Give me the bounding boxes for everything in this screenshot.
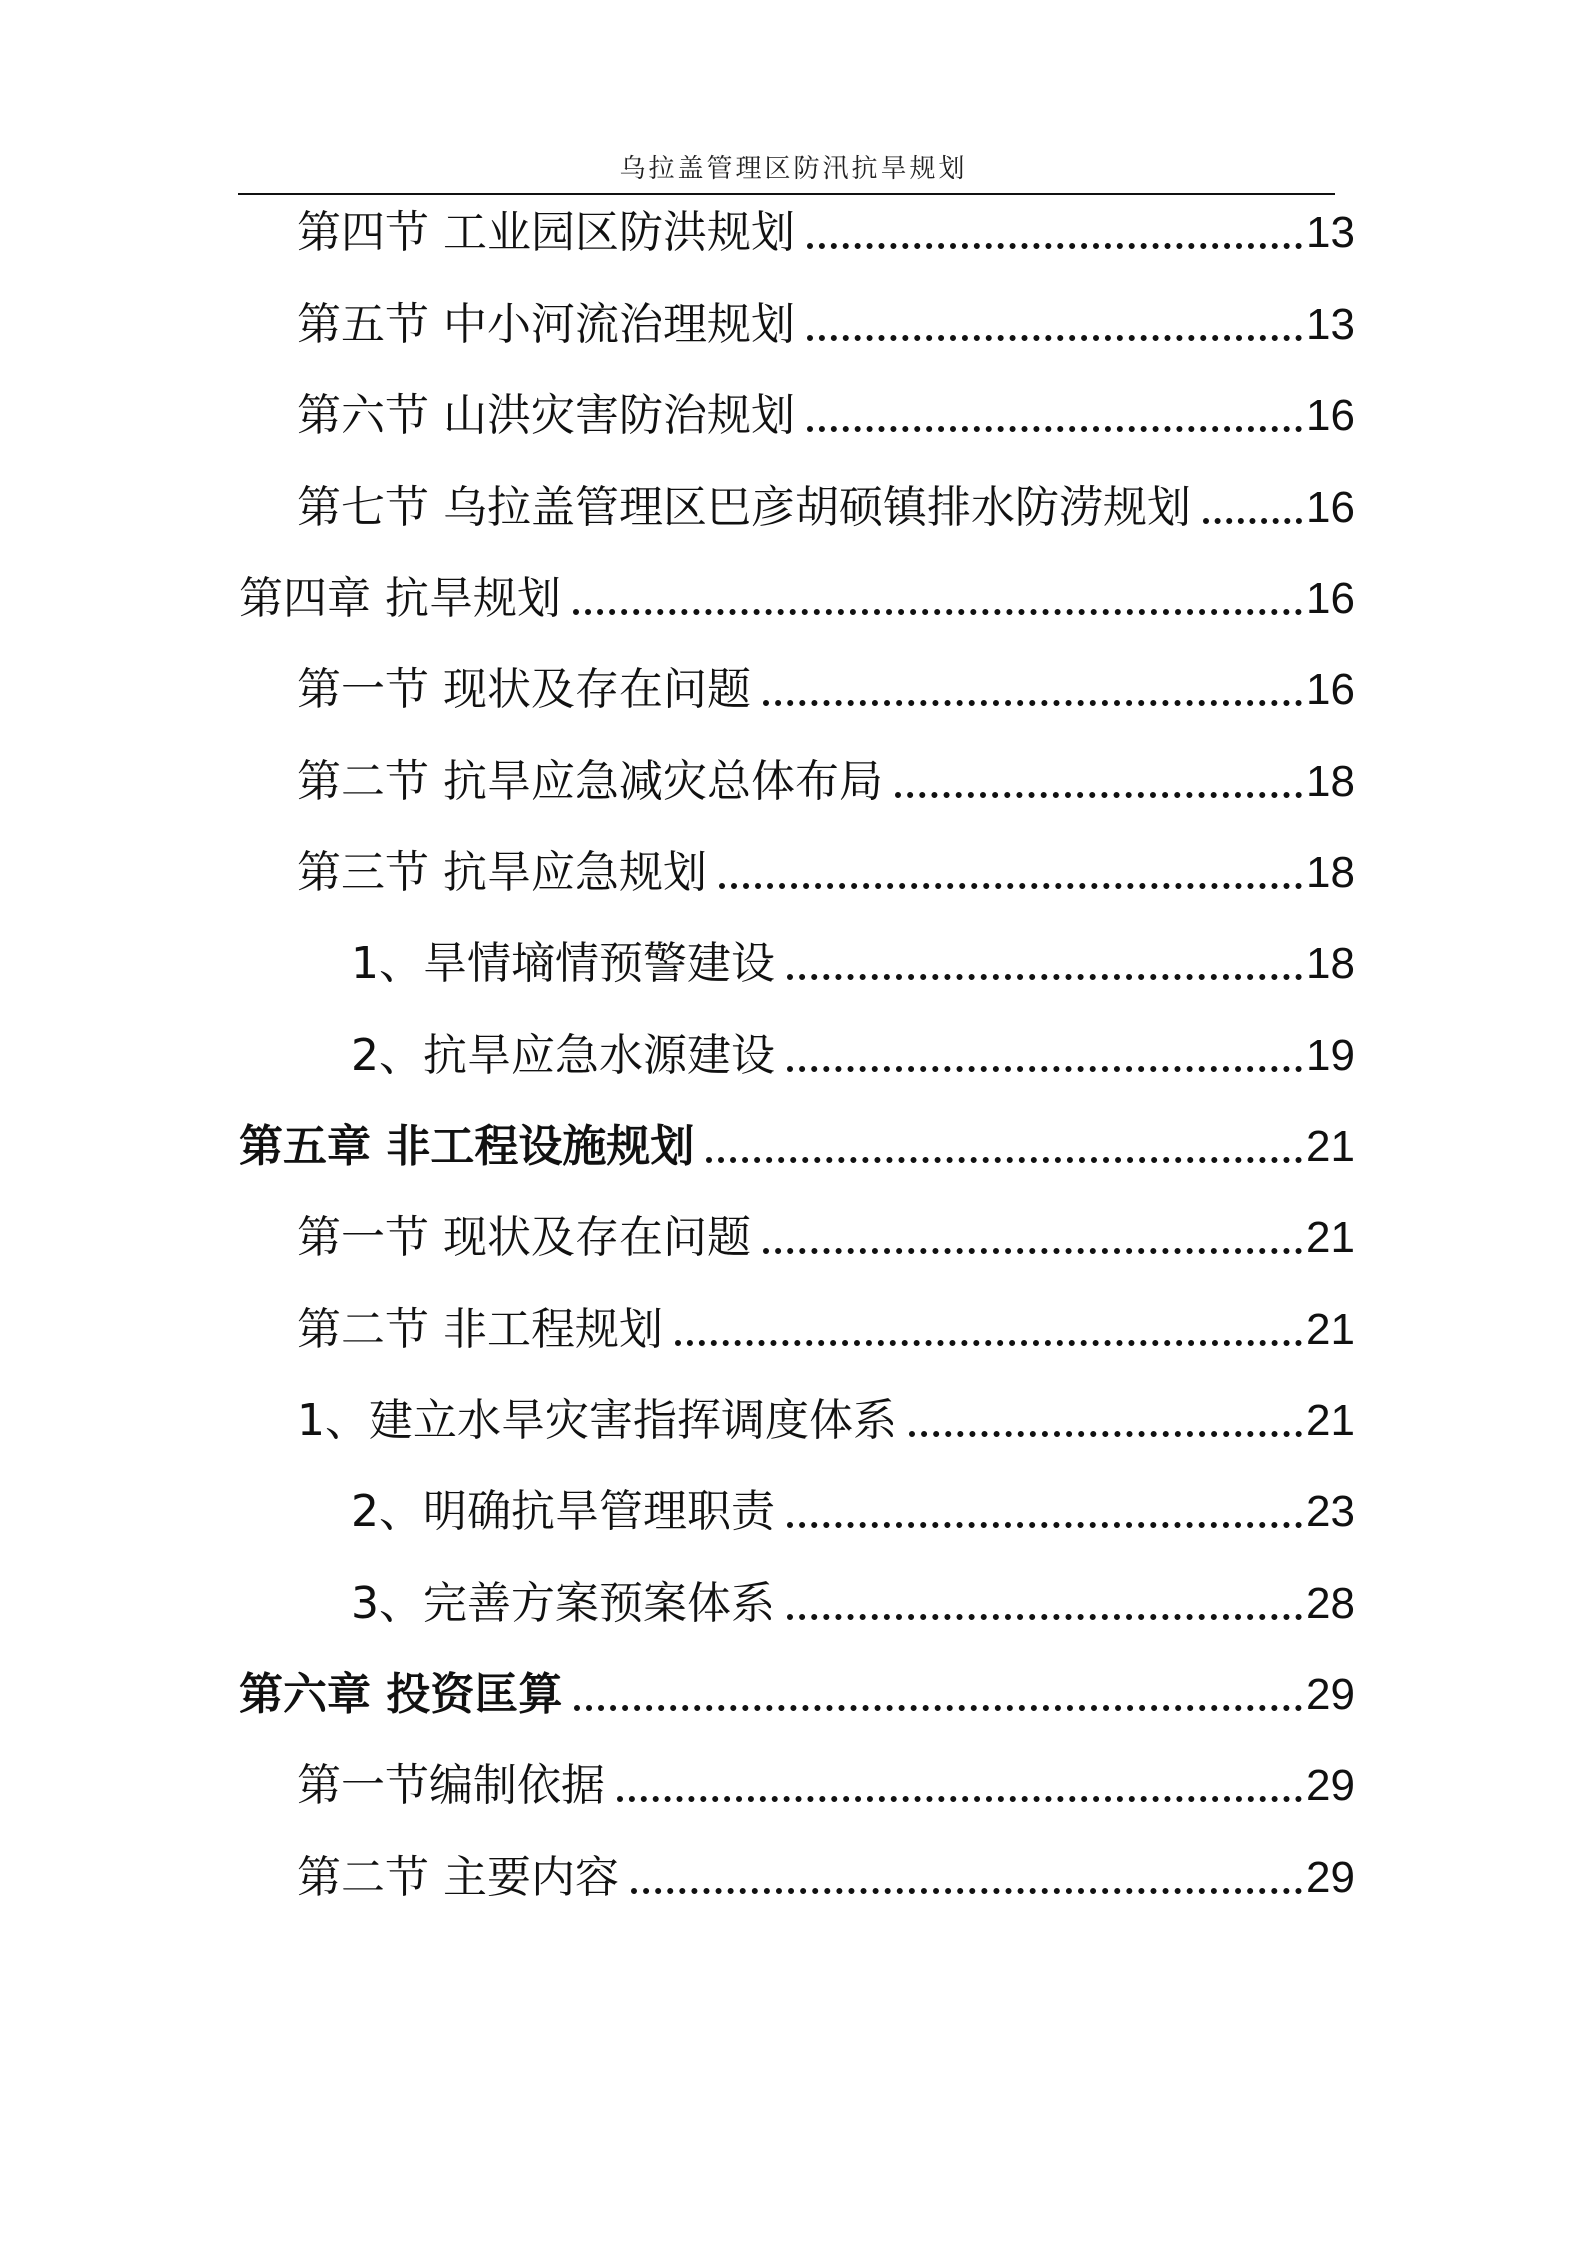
toc-entry[interactable] bbox=[297, 1843, 1355, 1913]
toc-page-number: 23 bbox=[1306, 1487, 1355, 1536]
toc-entry-title: 1、旱情墒情预警建设 bbox=[351, 938, 775, 989]
toc-dot-leader bbox=[706, 1125, 1302, 1169]
toc-entry[interactable] bbox=[297, 198, 1355, 268]
toc-page-number: 29 bbox=[1306, 1670, 1355, 1719]
toc-page-number: 21 bbox=[1306, 1122, 1355, 1171]
toc-entry[interactable] bbox=[297, 381, 1355, 451]
toc-dot-leader bbox=[787, 942, 1302, 986]
toc-entry[interactable] bbox=[297, 655, 1355, 725]
toc-dot-leader bbox=[807, 394, 1302, 438]
toc-dot-leader bbox=[763, 1216, 1302, 1260]
toc-page-number: 28 bbox=[1306, 1579, 1355, 1628]
toc-entry[interactable] bbox=[351, 1021, 1355, 1091]
toc-dot-leader bbox=[787, 1490, 1302, 1534]
toc-entry-title: 第五章 非工程设施规划 bbox=[239, 1121, 695, 1172]
toc-entry-title: 第四节 工业园区防洪规划 bbox=[297, 207, 795, 258]
toc-entry-title: 第七节 乌拉盖管理区巴彦胡硕镇排水防涝规划 bbox=[297, 482, 1191, 533]
toc-page-number: 13 bbox=[1306, 208, 1355, 257]
toc-entry[interactable] bbox=[297, 838, 1355, 908]
toc-entry-title: 第四章 抗旱规划 bbox=[239, 573, 561, 624]
toc-dot-leader bbox=[1203, 486, 1302, 530]
toc-page-number: 16 bbox=[1306, 574, 1355, 623]
toc-entry-title: 第一节 现状及存在问题 bbox=[297, 1212, 751, 1263]
toc-entry-title: 第五节 中小河流治理规划 bbox=[297, 299, 795, 350]
toc-entry-title: 第二节 抗旱应急减灾总体布局 bbox=[297, 756, 883, 807]
toc-page-number: 16 bbox=[1306, 483, 1355, 532]
toc-dot-leader bbox=[617, 1764, 1302, 1808]
toc-entry-title: 1、建立水旱灾害指挥调度体系 bbox=[297, 1395, 897, 1446]
toc-page-number: 21 bbox=[1306, 1396, 1355, 1445]
toc-page-number: 18 bbox=[1306, 848, 1355, 897]
toc-entry-title: 第一节编制依据 bbox=[297, 1760, 605, 1811]
toc-dot-leader bbox=[807, 303, 1302, 347]
toc-entry[interactable] bbox=[239, 1112, 1355, 1182]
toc-entry-title: 第六节 山洪灾害防治规划 bbox=[297, 390, 795, 441]
toc-dot-leader bbox=[787, 1582, 1302, 1626]
toc-entry-title: 第二节 非工程规划 bbox=[297, 1304, 663, 1355]
toc-page-number: 13 bbox=[1306, 300, 1355, 349]
toc-entry-title: 3、完善方案预案体系 bbox=[351, 1578, 775, 1629]
toc-page-number: 16 bbox=[1306, 391, 1355, 440]
toc-entry-title: 2、抗旱应急水源建设 bbox=[351, 1030, 775, 1081]
toc-dot-leader bbox=[573, 577, 1302, 621]
header-rule bbox=[238, 193, 1335, 195]
toc-dot-leader bbox=[631, 1856, 1302, 1900]
toc-page-number: 21 bbox=[1306, 1213, 1355, 1262]
toc-entry-title: 2、明确抗旱管理职责 bbox=[351, 1486, 775, 1537]
toc-page-number: 29 bbox=[1306, 1761, 1355, 1810]
toc-entry[interactable] bbox=[239, 564, 1355, 634]
toc-entry[interactable] bbox=[297, 473, 1355, 543]
toc-entry-title: 第六章 投资匡算 bbox=[239, 1669, 563, 1720]
toc-dot-leader bbox=[719, 851, 1302, 895]
toc-page-number: 18 bbox=[1306, 757, 1355, 806]
toc-dot-leader bbox=[763, 668, 1302, 712]
toc-entry-title: 第三节 抗旱应急规划 bbox=[297, 847, 707, 898]
toc-entry[interactable] bbox=[351, 1569, 1355, 1639]
toc-dot-leader bbox=[895, 760, 1302, 804]
toc-entry[interactable] bbox=[297, 747, 1355, 817]
toc-entry[interactable] bbox=[297, 1203, 1355, 1273]
toc-dot-leader bbox=[909, 1399, 1302, 1443]
toc-dot-leader bbox=[807, 211, 1302, 255]
toc-page-number: 18 bbox=[1306, 939, 1355, 988]
toc-dot-leader bbox=[574, 1673, 1302, 1717]
toc-page-number: 29 bbox=[1306, 1853, 1355, 1902]
toc-entry[interactable] bbox=[297, 1295, 1355, 1365]
toc-dot-leader bbox=[787, 1034, 1302, 1078]
toc-entry[interactable] bbox=[239, 1660, 1355, 1730]
running-header: 乌拉盖管理区防汛抗旱规划 bbox=[619, 154, 968, 184]
toc-entry[interactable] bbox=[297, 1751, 1355, 1821]
toc-entry[interactable] bbox=[297, 290, 1355, 360]
toc-page-number: 16 bbox=[1306, 665, 1355, 714]
toc-entry-title: 第一节 现状及存在问题 bbox=[297, 664, 751, 715]
toc-entry[interactable] bbox=[351, 1477, 1355, 1547]
toc-entry-title: 第二节 主要内容 bbox=[297, 1852, 619, 1903]
toc-page-number: 19 bbox=[1306, 1031, 1355, 1080]
toc-page-number: 21 bbox=[1306, 1305, 1355, 1354]
toc-entry[interactable] bbox=[297, 1386, 1355, 1456]
toc-dot-leader bbox=[675, 1308, 1302, 1352]
toc-entry[interactable] bbox=[351, 929, 1355, 999]
